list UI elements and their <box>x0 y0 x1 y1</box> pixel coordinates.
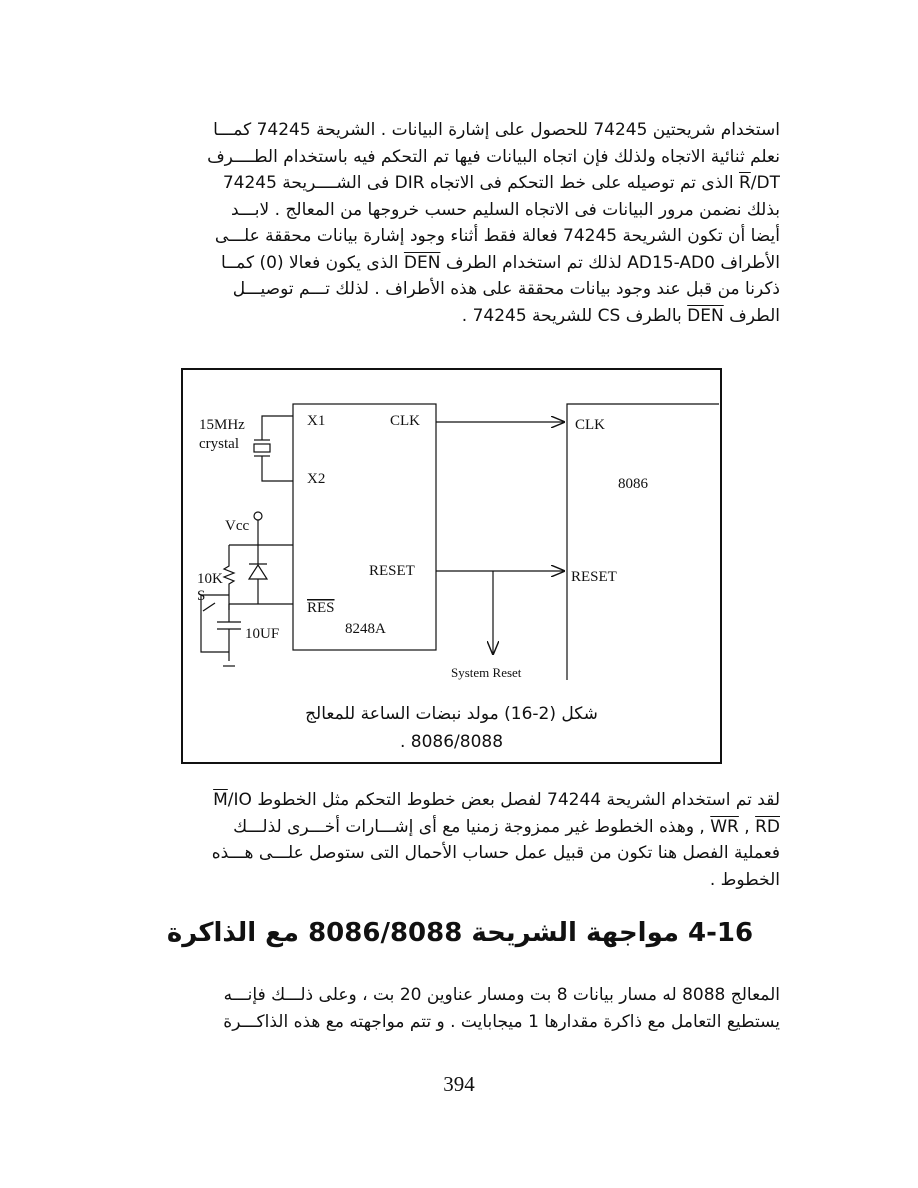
overlined-signal: $\overline{DEN}$ <box>403 252 441 273</box>
figure-caption <box>183 700 720 756</box>
text-line <box>140 840 780 867</box>
text-line <box>140 197 780 224</box>
vcc-label: Vcc <box>225 518 250 534</box>
resistor-10k <box>224 545 234 610</box>
paragraph-1 <box>140 117 780 329</box>
text-segment: , <box>738 816 756 837</box>
text-segment: فعملية الفصل هنا تكون من قبيل عمل حساب الأحمال التى ستوصل علـــى هـــذه <box>211 843 780 863</box>
capacitor-label: 10UF <box>245 626 280 642</box>
text-line <box>140 223 780 250</box>
text-segment: أيضا أن تكون الشريحة 74245 فعالة فقط أثناء وجود إشارة بيانات محققة علـــى <box>214 226 780 246</box>
vcc-terminal <box>254 512 262 520</box>
system-reset-label: System Reset <box>451 665 522 680</box>
crystal-wire-bottom <box>262 456 293 481</box>
paragraph-3 <box>140 982 780 1035</box>
text-line <box>140 250 780 277</box>
diode <box>249 565 267 579</box>
text-segment: الذى تم توصيله على خط التحكم فى الاتجاه DIR فى الشــــريحة 74245 <box>222 173 739 193</box>
text-segment: استخدام شريحتين 74245 للحصول على إشارة البيانات . الشريحة 74245 كمـــا <box>213 120 780 140</box>
crystal-freq: 15MHz <box>199 417 245 433</box>
overlined-signal: $\overline{DEN}$ <box>687 305 724 326</box>
text-segment: بالطرف CS للشريحة 74245 . <box>461 305 688 326</box>
reset-pin-in: RESET <box>571 569 617 585</box>
paragraph-2 <box>140 787 780 893</box>
section-heading: 4-16 مواجهة الشريحة 8086/8088 مع الذاكرة <box>166 918 754 948</box>
cpu-label: 8086 <box>618 476 648 492</box>
cpu-box <box>567 404 719 680</box>
text-line <box>140 144 780 171</box>
x1-pin: X1 <box>307 413 326 429</box>
figure-clock-generator <box>181 368 722 764</box>
overlined-signal: $\overline{WR}$ <box>710 816 739 837</box>
text-segment: الطرف <box>723 305 780 326</box>
text-segment: المعالج 8088 له مسار بيانات 8 بت ومسار عناوين 20 بت ، وعلى ذلـــك فإنـــه <box>223 985 780 1005</box>
text-segment: ذكرنا من قبل عند وجود بيانات محققة على هذه الأطراف . لذلك تـــم توصيـــل <box>232 279 780 299</box>
crystal-wire-top <box>262 416 293 440</box>
text-line <box>140 170 780 197</box>
switch-s <box>203 603 215 611</box>
clk-pin-out: CLK <box>390 413 420 429</box>
overlined-signal: $\overline{RD}$ <box>755 816 780 837</box>
text-segment: بذلك نضمن مرور البيانات فى الاتجاه السليم حسب خروجها من المعالج . لابـــد <box>230 199 780 220</box>
clock-chip-label: 8248A <box>345 621 386 637</box>
text-line <box>140 1009 780 1036</box>
text-line <box>140 117 780 144</box>
caption-line-1: شكل (2-16) مولد نبضات الساعة للمعالج <box>305 704 598 724</box>
text-segment: , وهذه الخطوط غير ممزوجة زمنيا مع أى إشـــارات أخـــرى لذلـــك <box>233 816 711 837</box>
text-segment: DT/ <box>750 173 780 193</box>
overlined-signal: $\overline{R}$ <box>738 173 751 193</box>
text-line <box>140 303 780 330</box>
text-segment: يستطيع التعامل مع ذاكرة مقدارها 1 ميجابايت . و تتم مواجهته مع هذه الذاكـــرة <box>223 1011 780 1032</box>
text-line <box>140 276 780 303</box>
text-segment: الذى يكون فعالا (0) كمــا <box>221 252 404 273</box>
resistor-label: 10K <box>197 571 223 587</box>
res-pin: RES <box>307 600 335 616</box>
x2-pin: X2 <box>307 471 326 487</box>
text-line <box>140 814 780 841</box>
text-segment: الخطوط . <box>709 869 780 890</box>
crystal-label: crystal <box>199 436 239 452</box>
reset-pin-out: RESET <box>369 563 415 579</box>
text-segment: الأطراف AD15-AD0 لذلك تم استخدام الطرف <box>440 252 780 273</box>
clk-pin-in: CLK <box>575 417 605 433</box>
text-segment: نعلم ثنائية الاتجاه ولذلك فإن اتجاه البيانات فيها تم التحكم فيه باستخدام الطــــرف <box>207 146 780 167</box>
text-segment: لقد تم استخدام الشريحة 74244 لفصل بعض خطوط التحكم مثل الخطوط IO/ <box>227 790 780 810</box>
switch-label: S <box>197 588 206 604</box>
text-line <box>140 867 780 894</box>
text-line <box>140 982 780 1009</box>
text-line <box>140 787 780 814</box>
caption-line-2: 8086/8088 . <box>399 732 504 752</box>
overlined-signal: $\overline{M}$ <box>213 790 228 810</box>
page-number: 394 <box>443 1072 475 1096</box>
